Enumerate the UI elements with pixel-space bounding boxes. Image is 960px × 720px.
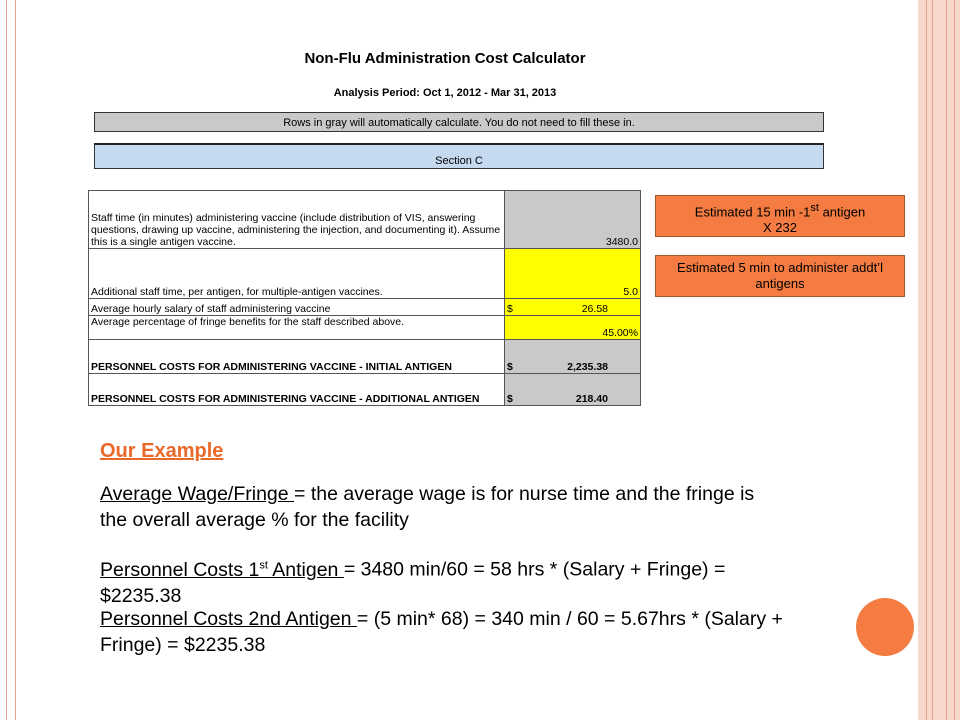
- slide-left-border: [0, 0, 16, 720]
- table-row: [89, 340, 641, 374]
- paragraph-text: = the average wage is for nurse time and the fringe is the overall average % for the facility: [100, 483, 755, 531]
- row-label: PERSONNEL COSTS FOR ADMINISTERING VACCINE - INITIAL ANTIGEN: [89, 340, 505, 374]
- initial-cost-value: 2,235.38: [567, 361, 608, 373]
- cost-table: [88, 190, 641, 406]
- callout-initial-antigen: [655, 195, 905, 237]
- currency-symbol: $: [507, 361, 513, 373]
- calculator-title: Non-Flu Administration Cost Calculator: [304, 50, 586, 67]
- row-label: Additional staff time, per antigen, for multiple-antigen vaccines.: [89, 249, 505, 299]
- row-label: Average hourly salary of staff administering vaccine: [89, 299, 505, 316]
- callout-text: Estimated 15 min -1: [694, 204, 811, 220]
- underlined-term: Personnel Costs 2nd Antigen: [100, 608, 357, 630]
- currency-symbol: $: [507, 303, 513, 315]
- staff-time-value: 3480.0: [505, 191, 641, 249]
- underlined-term: Average Wage/Fringe: [100, 483, 295, 505]
- table-row: [89, 299, 641, 316]
- paragraph-first-antigen: [100, 552, 800, 609]
- underlined-term: Personnel Costs 1st Antigen: [100, 558, 344, 581]
- slide-right-border: [918, 0, 960, 720]
- row-label: Average percentage of fringe benefits for the staff described above.: [89, 316, 505, 340]
- additional-time-input[interactable]: 5.0: [505, 249, 641, 299]
- currency-symbol: $: [507, 393, 513, 405]
- hourly-salary-input[interactable]: [505, 299, 641, 316]
- callout-sup: st: [810, 202, 819, 214]
- gray-rows-note: Rows in gray will automatically calculate. You do not need to fill these in.: [94, 112, 824, 132]
- analysis-period: Analysis Period: Oct 1, 2012 - Mar 31, 2013: [333, 87, 557, 99]
- row-label: Staff time (in minutes) administering vaccine (include distribution of VIS, answering questions, drawing up vaccine, administering the injection, and documenting it). Assume this is a single antigen vaccine.: [89, 191, 505, 249]
- paragraph-text: = 3480 min/60 = 58 hrs * (Salary + Fringe) = $2235.38: [100, 558, 726, 607]
- additional-antigen-cost: [505, 374, 641, 406]
- salary-value: 26.58: [581, 303, 608, 315]
- fringe-percent-input[interactable]: 45.00%: [505, 316, 641, 340]
- paragraph-second-antigen: [100, 606, 800, 658]
- table-row: [89, 191, 641, 249]
- callout-text: X 232: [763, 220, 797, 236]
- additional-cost-value: 218.40: [575, 393, 608, 405]
- decorative-circle: [856, 598, 914, 656]
- paragraph-text: = (5 min* 68) = 340 min / 60 = 5.67hrs * (Salary + Fringe) = $2235.38: [100, 608, 783, 656]
- paragraph-wage-fringe: [100, 481, 780, 533]
- initial-antigen-cost: [505, 340, 641, 374]
- table-row: [89, 249, 641, 299]
- callout-text: antigen: [818, 204, 866, 220]
- section-header: Section C: [94, 143, 824, 169]
- table-row: [89, 316, 641, 340]
- table-row: [89, 374, 641, 406]
- callout-additional-antigen: Estimated 5 min to administer addt’l antigens: [655, 255, 905, 297]
- row-label: PERSONNEL COSTS FOR ADMINISTERING VACCINE - ADDITIONAL ANTIGEN: [89, 374, 505, 406]
- example-heading: Our Example: [100, 440, 224, 462]
